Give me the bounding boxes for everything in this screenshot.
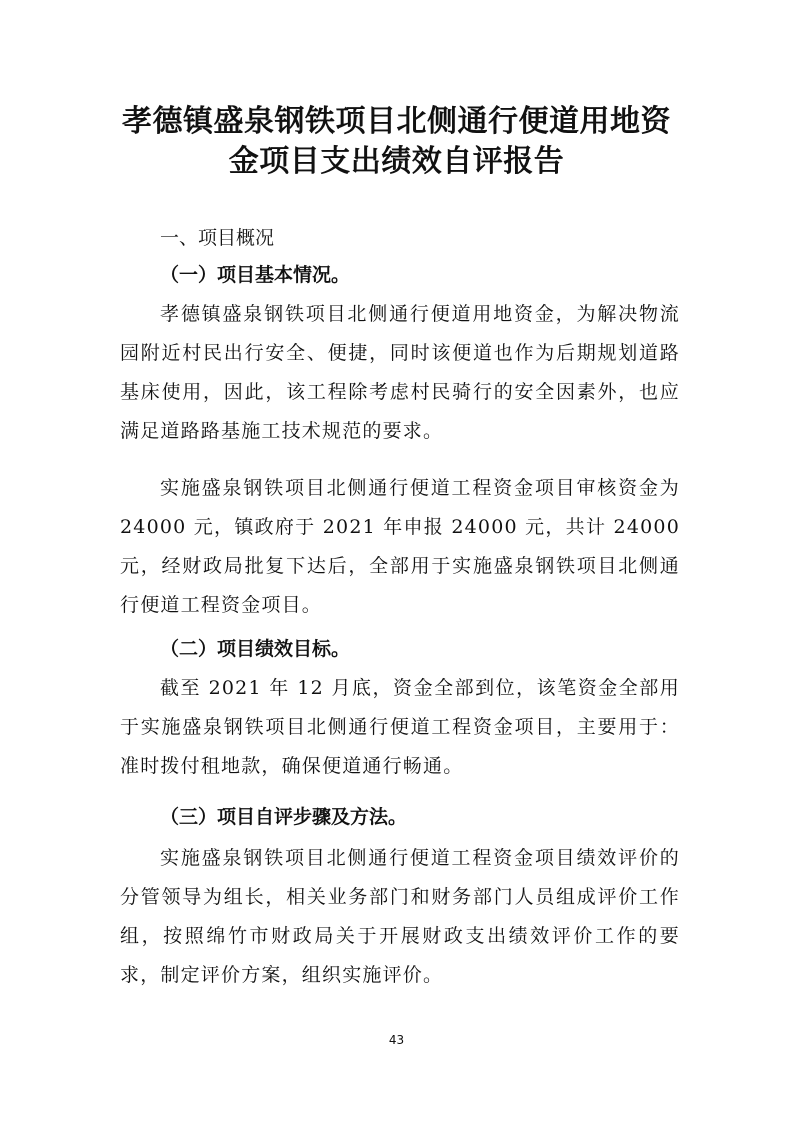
- subsection-heading-evaluation-method: （三）项目自评步骤及方法。: [160, 806, 408, 828]
- document-title-line-2: 金项目支出绩效自评报告: [228, 144, 565, 179]
- subsection-heading-basic-info: （一）项目基本情况。: [160, 264, 351, 286]
- page-number: 43: [388, 1033, 405, 1047]
- section-heading-overview: 一、项目概况: [160, 227, 275, 249]
- document-title-line-1: 孝德镇盛泉钢铁项目北侧通行便道用地资: [122, 104, 671, 139]
- paragraph-performance-goal: 截至 2021 年 12 月底，资金全部到位，该笔资金全部用于实施盛泉钢铁项目北侧通行便道工程资金项目，主要用于：准时拨付租地款，确保便道通行畅通。: [120, 677, 680, 777]
- paragraph-evaluation-method: 实施盛泉钢铁项目北侧通行便道工程资金项目绩效评价的分管领导为组长，相关业务部门和财务部门人员组成评价工作组，按照绵竹市财政局关于开展财政支出绩效评价工作的要求，制定评价方案，组织实施评价。: [120, 847, 680, 986]
- subsection-heading-performance-goal: （二）项目绩效目标。: [160, 638, 351, 660]
- paragraph-funding: 实施盛泉钢铁项目北侧通行便道工程资金项目审核资金为 24000 元，镇政府于 2021 年申报 24000 元，共计 24000 元，经财政局批复下达后，全部用于实施盛泉钢铁项目北侧通行便道工程资金项目。: [120, 477, 680, 616]
- paragraph-project-purpose: 孝德镇盛泉钢铁项目北侧通行便道用地资金，为解决物流园附近村民出行安全、便捷，同时该便道也作为后期规划道路基床使用，因此，该工程除考虑村民骑行的安全因素外，也应满足道路路基施工技术规范的要求。: [120, 303, 680, 442]
